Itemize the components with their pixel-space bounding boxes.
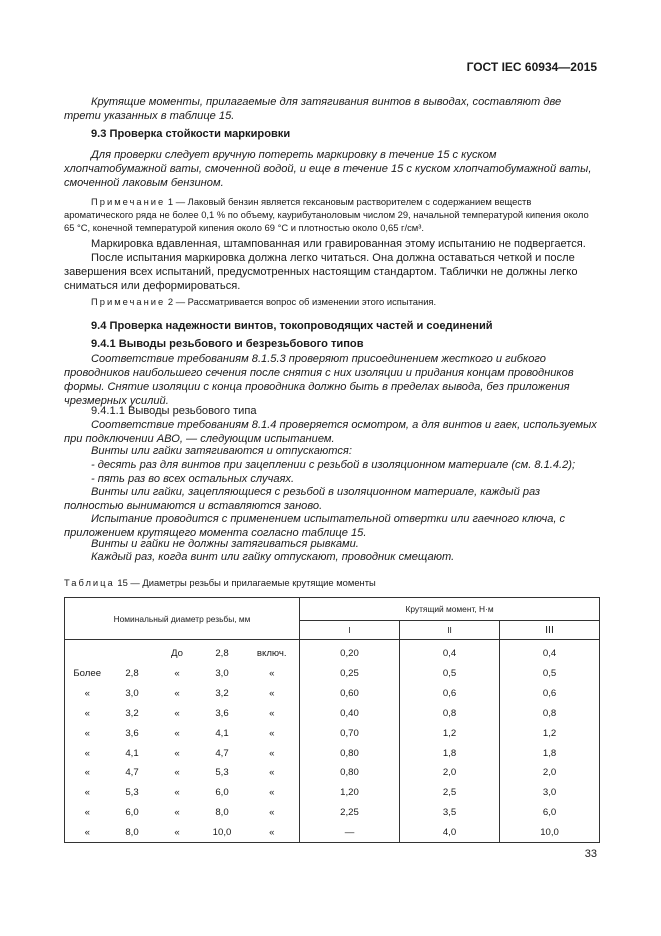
table-cell: 0,40: [300, 704, 400, 724]
page-number: 33: [584, 848, 597, 860]
table-cell: 0,20: [300, 640, 400, 664]
col-header-diameter: Номинальный диаметр резьбы, мм: [65, 598, 300, 640]
note-text: 2 — Рассматривается вопрос об изменении этого испытания.: [165, 296, 437, 307]
section-heading-9-4: 9.4 Проверка надежности винтов, токопроводящих частей и соединений: [91, 320, 493, 332]
table-cell: —: [300, 823, 400, 843]
table-cell: «: [65, 723, 110, 743]
table-cell: 2,5: [400, 783, 500, 803]
table-cell: 2,8: [125, 668, 139, 680]
table-cell: 4,7: [125, 767, 139, 779]
table-row: [65, 763, 600, 783]
table-cell: 3,0: [215, 668, 229, 680]
table-cell: 0,80: [300, 763, 400, 783]
table-cell: «: [65, 704, 110, 724]
table-cell: 0,8: [400, 704, 500, 724]
table-cell: 4,1: [125, 747, 139, 759]
paragraph: Соответствие требованиям 8.1.4 проверяется осмотром, а для винтов и гаек, используемых при подключении АВО, — следующим испытанием.: [64, 419, 597, 445]
table-cell: 6,0: [215, 787, 229, 799]
table-cell: «: [245, 783, 300, 803]
table-cell: «: [245, 743, 300, 763]
table-cell: 8,0: [110, 823, 155, 843]
table-caption: [64, 577, 376, 588]
table-cell: включ.: [245, 640, 300, 664]
table-cell: 4,7: [215, 747, 229, 759]
table-cell: 1,2: [400, 723, 500, 743]
standard-header: ГОСТ IEC 60934—2015: [466, 60, 597, 74]
table-cell: Более: [65, 664, 110, 684]
table-cell: 0,70: [300, 723, 400, 743]
torque-table: [64, 597, 600, 843]
table-cell: «: [245, 803, 300, 823]
table-cell: 10,0: [200, 823, 245, 843]
section-heading-9-3: 9.3 Проверка стойкости маркировки: [91, 128, 291, 140]
note-1: [64, 195, 599, 234]
table-row: [65, 823, 600, 843]
paragraph: Винты или гайки, зацепляющиеся с резьбой в изоляционном материале, каждый раз полностью вынимаются и вставляются заново.: [64, 486, 541, 512]
table-cell: 0,60: [300, 684, 400, 704]
subsection-heading-9-4-1: 9.4.1 Выводы резьбового и безрезьбового типов: [91, 338, 364, 350]
table-cell: [110, 640, 155, 664]
table-cell: 0,4: [500, 640, 600, 664]
table-row: [65, 664, 600, 684]
table-cell: 4,1: [215, 727, 229, 739]
col-header-ii: II: [400, 621, 500, 640]
table-row: [65, 640, 600, 664]
table-row: [65, 704, 600, 724]
table-cell: 6,0: [125, 807, 139, 819]
table-cell: 3,5: [400, 803, 500, 823]
note-label: Примечание: [91, 196, 166, 207]
table-cell: «: [155, 823, 200, 843]
paragraph: Соответствие требованиям 8.1.5.3 проверяют присоединением жесткого и гибкого проводников наибольшего сечения после снятия с них изоляции и придания концам проводников формы. Снятие изоляции с конца проводника должно быть в пределах вывода, без приложения чрезмерных усилий.: [64, 353, 574, 407]
table-cell: «: [245, 684, 300, 704]
table-cell: «: [245, 664, 300, 684]
table-caption-text: 15 — Диаметры резьбы и прилагаемые крутящие моменты: [114, 577, 376, 588]
table-cell: 1,8: [500, 743, 600, 763]
list-item: - пять раз во всех остальных случаях.: [91, 473, 295, 485]
table-cell: 0,6: [400, 684, 500, 704]
table-cell: «: [245, 763, 300, 783]
table-cell: 1,8: [400, 743, 500, 763]
paragraph: Маркировка вдавленная, штампованная или гравированная этому испытанию не подвергается.: [91, 238, 586, 250]
table-cell: 0,6: [500, 684, 600, 704]
table-cell: 6,0: [500, 803, 600, 823]
paragraph: Испытание проводится с применением испытательной отвертки или гаечного ключа, с приложением крутящего момента согласно таблице 15.: [64, 513, 566, 539]
table-cell: 3,6: [125, 727, 139, 739]
col-header-torque: Крутящий момент, Н·м: [300, 598, 600, 621]
table-cell: «: [174, 707, 180, 719]
table-cell: «: [245, 704, 300, 724]
table-cell: 1,2: [500, 723, 600, 743]
table-cell: «: [174, 688, 180, 700]
table-cell: «: [174, 767, 180, 779]
table-cell: «: [65, 803, 110, 823]
list-item: - десять раз для винтов при зацеплении с резьбой в изоляционном материале (см. 8.1.4.2);: [91, 459, 576, 471]
table-cell: 2,25: [300, 803, 400, 823]
table-cell: «: [65, 684, 110, 704]
note-text: 1 — Лаковый бензин является гексановым растворителем с содержанием веществ ароматического ряда не более 0,1 % по объему, каурибутаноловым числом 29, начальной температурой кипения около 65 °С, конечной температурой кипения около 69 °С и плотностью около 0,65 г/см³.: [64, 196, 589, 233]
paragraph: Винты или гайки затягиваются и отпускаются:: [91, 445, 352, 457]
table-cell: [65, 640, 110, 664]
table-cell: «: [245, 823, 300, 843]
note-2: [64, 295, 599, 308]
table-cell: 8,0: [215, 807, 229, 819]
table-cell: «: [65, 763, 110, 783]
table-cell: «: [174, 668, 180, 680]
table-cell: 5,3: [215, 767, 229, 779]
subsection-heading-9-4-1-1: 9.4.1.1 Выводы резьбового типа: [91, 405, 257, 417]
note-label: Примечание: [91, 296, 166, 307]
paragraph: Винты и гайки не должны затягиваться рывками.: [91, 538, 359, 550]
table-row: [65, 743, 600, 763]
table-cell: «: [65, 743, 110, 763]
paragraph: Каждый раз, когда винт или гайку отпускают, проводник смещают.: [91, 551, 455, 563]
table-row: [65, 723, 600, 743]
table-cell: «: [174, 727, 180, 739]
table-cell: 0,25: [300, 664, 400, 684]
table-cell: 3,2: [215, 688, 229, 700]
table-cell: 2,8: [215, 648, 229, 660]
table-cell: 2,0: [400, 763, 500, 783]
intro-paragraph: Крутящие моменты, прилагаемые для затягивания винтов в выводах, составляют две трети указанных в таблице 15.: [64, 96, 562, 122]
table-cell: «: [65, 823, 110, 843]
table-caption-label: Таблица: [64, 577, 115, 588]
table-cell: «: [174, 787, 180, 799]
table-cell: 2,0: [500, 763, 600, 783]
table-cell: «: [65, 783, 110, 803]
table-cell: 3,6: [215, 707, 229, 719]
table-cell: 1,20: [300, 783, 400, 803]
table-cell: «: [245, 723, 300, 743]
table-cell: «: [174, 807, 180, 819]
table-cell: 0,80: [300, 743, 400, 763]
table-row: [65, 684, 600, 704]
table-cell: 0,5: [400, 664, 500, 684]
table-cell: 4,0: [400, 823, 500, 843]
table-cell: 3,0: [500, 783, 600, 803]
table-cell: 10,0: [500, 823, 600, 843]
table-cell: 0,5: [500, 664, 600, 684]
table-cell: 3,0: [125, 688, 139, 700]
table-row: [65, 803, 600, 823]
table-cell: 0,4: [400, 640, 500, 664]
table-cell: 0,8: [500, 704, 600, 724]
table-cell: «: [174, 747, 180, 759]
table-row: [65, 783, 600, 803]
paragraph: Для проверки следует вручную потереть маркировку в течение 15 с куском хлопчатобумажной ваты, смоченной водой, и еще в течение 15 с куском хлопчатобумажной ваты, смоченной лаковым бензином.: [64, 149, 592, 189]
col-header-i: I: [300, 621, 400, 640]
col-header-iii: III: [500, 621, 600, 640]
table-cell: 3,2: [125, 707, 139, 719]
paragraph: После испытания маркировка должна легко читаться. Она должна оставаться четкой и после завершения всех испытаний, предусмотренных настоящим стандартом. Таблички не должны легко сниматься или деформироваться.: [64, 252, 578, 292]
table-cell: 5,3: [125, 787, 139, 799]
table-cell: До: [171, 648, 183, 660]
